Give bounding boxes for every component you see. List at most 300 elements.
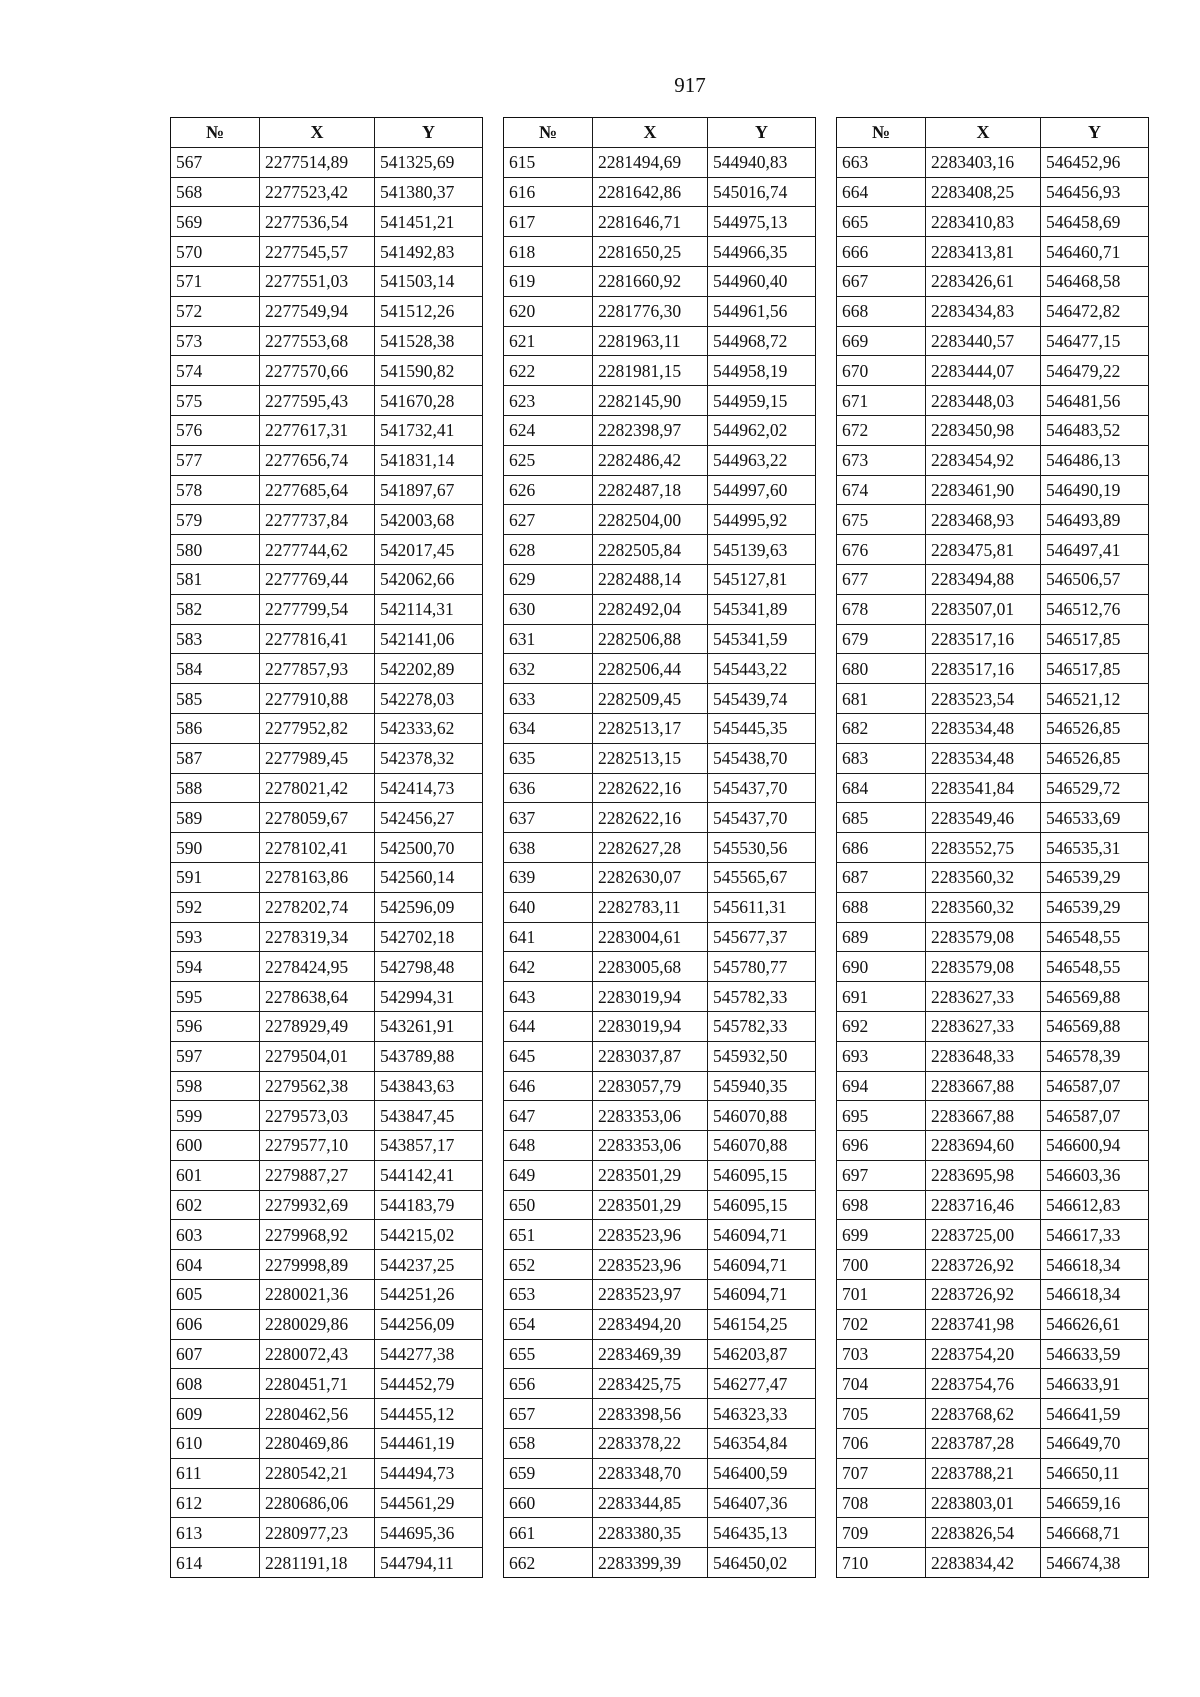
page-number: 917 (674, 73, 706, 97)
x-coordinate-cell: 2281776,30 (593, 296, 708, 326)
coordinates-table-2 (503, 117, 816, 1578)
y-coordinate-cell: 545780,77 (708, 952, 816, 982)
y-coordinate-cell: 541492,83 (375, 237, 483, 267)
y-coordinate-cell: 544966,35 (708, 237, 816, 267)
point-number-cell: 598 (171, 1071, 260, 1101)
y-coordinate-cell: 541512,26 (375, 296, 483, 326)
point-number-cell: 617 (504, 207, 593, 237)
table-row (837, 1041, 1149, 1071)
y-coordinate-cell: 544968,72 (708, 326, 816, 356)
table-row (171, 952, 483, 982)
point-number-cell: 640 (504, 892, 593, 922)
point-number-cell: 702 (837, 1309, 926, 1339)
point-number-cell: 601 (171, 1160, 260, 1190)
x-coordinate-cell: 2282783,11 (593, 892, 708, 922)
table-row (837, 1220, 1149, 1250)
point-number-cell: 573 (171, 326, 260, 356)
table-row (171, 773, 483, 803)
table-row (837, 1548, 1149, 1578)
table-row (171, 415, 483, 445)
x-coordinate-cell: 2283754,20 (926, 1339, 1041, 1369)
table-row (504, 594, 816, 624)
x-coordinate-cell: 2283523,96 (593, 1220, 708, 1250)
table-row (504, 833, 816, 863)
y-coordinate-cell: 542062,66 (375, 564, 483, 594)
point-number-cell: 650 (504, 1190, 593, 1220)
y-coordinate-cell: 546094,71 (708, 1250, 816, 1280)
x-coordinate-cell: 2277857,93 (260, 654, 375, 684)
table-row (837, 1280, 1149, 1310)
x-coordinate-cell: 2283549,46 (926, 803, 1041, 833)
point-number-cell: 664 (837, 177, 926, 207)
table-row (171, 803, 483, 833)
x-coordinate-cell: 2283694,60 (926, 1131, 1041, 1161)
y-coordinate-cell: 543261,91 (375, 1011, 483, 1041)
y-coordinate-cell: 542560,14 (375, 862, 483, 892)
point-number-cell: 703 (837, 1339, 926, 1369)
x-coordinate-cell: 2277737,84 (260, 505, 375, 535)
x-coordinate-cell: 2283523,54 (926, 684, 1041, 714)
y-coordinate-cell: 545341,89 (708, 594, 816, 624)
table-row (837, 237, 1149, 267)
table-row (504, 1488, 816, 1518)
y-coordinate-cell: 546154,25 (708, 1309, 816, 1339)
point-number-cell: 647 (504, 1101, 593, 1131)
y-coordinate-cell: 546517,85 (1041, 654, 1149, 684)
point-number-cell: 697 (837, 1160, 926, 1190)
point-number-cell: 619 (504, 266, 593, 296)
point-number-cell: 688 (837, 892, 926, 922)
point-number-cell: 651 (504, 1220, 593, 1250)
point-number-cell: 600 (171, 1131, 260, 1161)
x-coordinate-cell: 2279968,92 (260, 1220, 375, 1250)
y-coordinate-cell: 544494,73 (375, 1458, 483, 1488)
y-coordinate-cell: 541590,82 (375, 356, 483, 386)
table-row (171, 1488, 483, 1518)
x-coordinate-cell: 2282504,00 (593, 505, 708, 535)
table-row (504, 1250, 816, 1280)
table-row (504, 982, 816, 1012)
table-row (837, 445, 1149, 475)
table-row (837, 386, 1149, 416)
y-coordinate-cell: 546587,07 (1041, 1101, 1149, 1131)
x-coordinate-cell: 2277617,31 (260, 415, 375, 445)
y-coordinate-cell: 546070,88 (708, 1101, 816, 1131)
point-number-cell: 593 (171, 922, 260, 952)
point-number-cell: 639 (504, 862, 593, 892)
point-number-cell: 679 (837, 624, 926, 654)
x-coordinate-cell: 2281963,11 (593, 326, 708, 356)
x-coordinate-cell: 2283648,33 (926, 1041, 1041, 1071)
table-row (171, 1131, 483, 1161)
y-coordinate-cell: 544695,36 (375, 1518, 483, 1548)
table-row (837, 892, 1149, 922)
y-coordinate-cell: 546483,52 (1041, 415, 1149, 445)
y-coordinate-cell: 542114,31 (375, 594, 483, 624)
y-coordinate-cell: 545565,67 (708, 862, 816, 892)
y-coordinate-cell: 546277,47 (708, 1369, 816, 1399)
point-number-cell: 692 (837, 1011, 926, 1041)
y-coordinate-cell: 546493,89 (1041, 505, 1149, 535)
point-number-cell: 592 (171, 892, 260, 922)
y-coordinate-cell: 544461,19 (375, 1429, 483, 1459)
table-row (504, 505, 816, 535)
point-number-cell: 673 (837, 445, 926, 475)
y-coordinate-cell: 546477,15 (1041, 326, 1149, 356)
table-row (837, 505, 1149, 535)
y-coordinate-cell: 541670,28 (375, 386, 483, 416)
x-coordinate-cell: 2277545,57 (260, 237, 375, 267)
x-coordinate-cell: 2277523,42 (260, 177, 375, 207)
y-coordinate-cell: 546203,87 (708, 1339, 816, 1369)
y-coordinate-cell: 544237,25 (375, 1250, 483, 1280)
table-row (171, 624, 483, 654)
table-header-row (837, 118, 1149, 148)
y-coordinate-cell: 546533,69 (1041, 803, 1149, 833)
table-row (504, 445, 816, 475)
table-row (837, 207, 1149, 237)
table-row (171, 654, 483, 684)
y-coordinate-cell: 544940,83 (708, 147, 816, 177)
table-row (504, 564, 816, 594)
point-number-cell: 701 (837, 1280, 926, 1310)
x-coordinate-cell: 2277536,54 (260, 207, 375, 237)
y-coordinate-cell: 545443,22 (708, 654, 816, 684)
table-row (504, 1190, 816, 1220)
y-coordinate-cell: 544277,38 (375, 1339, 483, 1369)
y-coordinate-cell: 546517,85 (1041, 624, 1149, 654)
point-number-cell: 575 (171, 386, 260, 416)
point-number-cell: 645 (504, 1041, 593, 1071)
x-coordinate-cell: 2283057,79 (593, 1071, 708, 1101)
table-row (171, 237, 483, 267)
y-coordinate-cell: 541503,14 (375, 266, 483, 296)
point-number-cell: 568 (171, 177, 260, 207)
point-number-cell: 690 (837, 952, 926, 982)
y-coordinate-cell: 545439,74 (708, 684, 816, 714)
table-row (171, 892, 483, 922)
x-coordinate-cell: 2283475,81 (926, 535, 1041, 565)
y-coordinate-cell: 543789,88 (375, 1041, 483, 1071)
column-header-x: X (926, 118, 1041, 148)
y-coordinate-cell: 542378,32 (375, 743, 483, 773)
x-coordinate-cell: 2283552,75 (926, 833, 1041, 863)
x-coordinate-cell: 2277685,64 (260, 475, 375, 505)
table-row (837, 1131, 1149, 1161)
table-row (171, 1280, 483, 1310)
table-row (504, 1429, 816, 1459)
table-row (504, 684, 816, 714)
table-row (837, 624, 1149, 654)
x-coordinate-cell: 2282513,15 (593, 743, 708, 773)
y-coordinate-cell: 546481,56 (1041, 386, 1149, 416)
y-coordinate-cell: 544997,60 (708, 475, 816, 505)
x-coordinate-cell: 2283534,48 (926, 743, 1041, 773)
point-number-cell: 662 (504, 1548, 593, 1578)
y-coordinate-cell: 544960,40 (708, 266, 816, 296)
y-coordinate-cell: 546460,71 (1041, 237, 1149, 267)
table-row (504, 475, 816, 505)
point-number-cell: 569 (171, 207, 260, 237)
x-coordinate-cell: 2283507,01 (926, 594, 1041, 624)
table-row (171, 356, 483, 386)
table-row (504, 1339, 816, 1369)
x-coordinate-cell: 2283353,06 (593, 1131, 708, 1161)
point-number-cell: 578 (171, 475, 260, 505)
point-number-cell: 682 (837, 713, 926, 743)
y-coordinate-cell: 545782,33 (708, 1011, 816, 1041)
x-coordinate-cell: 2277816,41 (260, 624, 375, 654)
x-coordinate-cell: 2280469,86 (260, 1429, 375, 1459)
point-number-cell: 594 (171, 952, 260, 982)
x-coordinate-cell: 2281642,86 (593, 177, 708, 207)
x-coordinate-cell: 2283344,85 (593, 1488, 708, 1518)
x-coordinate-cell: 2282487,18 (593, 475, 708, 505)
y-coordinate-cell: 546650,11 (1041, 1458, 1149, 1488)
table-row (171, 505, 483, 535)
point-number-cell: 612 (171, 1488, 260, 1518)
point-number-cell: 671 (837, 386, 926, 416)
table-row (171, 1041, 483, 1071)
y-coordinate-cell: 546526,85 (1041, 713, 1149, 743)
x-coordinate-cell: 2283523,97 (593, 1280, 708, 1310)
y-coordinate-cell: 546323,33 (708, 1399, 816, 1429)
y-coordinate-cell: 546618,34 (1041, 1280, 1149, 1310)
table-row (171, 1339, 483, 1369)
table-row (504, 773, 816, 803)
y-coordinate-cell: 546539,29 (1041, 892, 1149, 922)
table-row (171, 147, 483, 177)
y-coordinate-cell: 546641,59 (1041, 1399, 1149, 1429)
y-coordinate-cell: 544561,29 (375, 1488, 483, 1518)
x-coordinate-cell: 2283579,08 (926, 952, 1041, 982)
table-row (171, 535, 483, 565)
x-coordinate-cell: 2283725,00 (926, 1220, 1041, 1250)
point-number-cell: 707 (837, 1458, 926, 1488)
y-coordinate-cell: 544962,02 (708, 415, 816, 445)
point-number-cell: 630 (504, 594, 593, 624)
y-coordinate-cell: 546486,13 (1041, 445, 1149, 475)
column-header-y: Y (375, 118, 483, 148)
y-coordinate-cell: 545016,74 (708, 177, 816, 207)
table-row (837, 1429, 1149, 1459)
table-row (504, 922, 816, 952)
y-coordinate-cell: 544961,56 (708, 296, 816, 326)
point-number-cell: 590 (171, 833, 260, 863)
x-coordinate-cell: 2283398,56 (593, 1399, 708, 1429)
x-coordinate-cell: 2277570,66 (260, 356, 375, 386)
point-number-cell: 589 (171, 803, 260, 833)
x-coordinate-cell: 2282509,45 (593, 684, 708, 714)
point-number-cell: 681 (837, 684, 926, 714)
table-row (504, 624, 816, 654)
point-number-cell: 680 (837, 654, 926, 684)
x-coordinate-cell: 2278202,74 (260, 892, 375, 922)
y-coordinate-cell: 541732,41 (375, 415, 483, 445)
point-number-cell: 584 (171, 654, 260, 684)
x-coordinate-cell: 2283501,29 (593, 1160, 708, 1190)
point-number-cell: 608 (171, 1369, 260, 1399)
table-row (837, 475, 1149, 505)
point-number-cell: 699 (837, 1220, 926, 1250)
table-row (171, 1190, 483, 1220)
point-number-cell: 656 (504, 1369, 593, 1399)
y-coordinate-cell: 545940,35 (708, 1071, 816, 1101)
x-coordinate-cell: 2282506,88 (593, 624, 708, 654)
y-coordinate-cell: 541528,38 (375, 326, 483, 356)
y-coordinate-cell: 546626,61 (1041, 1309, 1149, 1339)
table-row (171, 833, 483, 863)
table-row (171, 1220, 483, 1250)
point-number-cell: 620 (504, 296, 593, 326)
x-coordinate-cell: 2283787,28 (926, 1429, 1041, 1459)
table-row (504, 207, 816, 237)
table-row (171, 445, 483, 475)
point-number-cell: 641 (504, 922, 593, 952)
point-number-cell: 609 (171, 1399, 260, 1429)
column-header-number: № (837, 118, 926, 148)
y-coordinate-cell: 544794,11 (375, 1548, 483, 1578)
y-coordinate-cell: 546468,58 (1041, 266, 1149, 296)
point-number-cell: 628 (504, 535, 593, 565)
x-coordinate-cell: 2283380,35 (593, 1518, 708, 1548)
x-coordinate-cell: 2277769,44 (260, 564, 375, 594)
point-number-cell: 636 (504, 773, 593, 803)
table-row (837, 833, 1149, 863)
table-row (837, 147, 1149, 177)
table-row (837, 1071, 1149, 1101)
y-coordinate-cell: 546452,96 (1041, 147, 1149, 177)
x-coordinate-cell: 2283560,32 (926, 892, 1041, 922)
table-row (504, 296, 816, 326)
point-number-cell: 675 (837, 505, 926, 535)
point-number-cell: 666 (837, 237, 926, 267)
y-coordinate-cell: 542798,48 (375, 952, 483, 982)
y-coordinate-cell: 546094,71 (708, 1280, 816, 1310)
x-coordinate-cell: 2277952,82 (260, 713, 375, 743)
table-row (837, 713, 1149, 743)
table-row (504, 1011, 816, 1041)
point-number-cell: 667 (837, 266, 926, 296)
table-row (504, 743, 816, 773)
y-coordinate-cell: 546458,69 (1041, 207, 1149, 237)
x-coordinate-cell: 2283403,16 (926, 147, 1041, 177)
point-number-cell: 693 (837, 1041, 926, 1071)
point-number-cell: 567 (171, 147, 260, 177)
table-row (837, 594, 1149, 624)
y-coordinate-cell: 546490,19 (1041, 475, 1149, 505)
table-row (171, 1071, 483, 1101)
table-row (171, 1160, 483, 1190)
y-coordinate-cell: 541897,67 (375, 475, 483, 505)
point-number-cell: 633 (504, 684, 593, 714)
x-coordinate-cell: 2283834,42 (926, 1548, 1041, 1578)
table-row (171, 1548, 483, 1578)
y-coordinate-cell: 544256,09 (375, 1309, 483, 1339)
point-number-cell: 642 (504, 952, 593, 982)
y-coordinate-cell: 546472,82 (1041, 296, 1149, 326)
point-number-cell: 686 (837, 833, 926, 863)
y-coordinate-cell: 546603,36 (1041, 1160, 1149, 1190)
y-coordinate-cell: 542003,68 (375, 505, 483, 535)
point-number-cell: 672 (837, 415, 926, 445)
point-number-cell: 571 (171, 266, 260, 296)
x-coordinate-cell: 2283440,57 (926, 326, 1041, 356)
table-row (504, 147, 816, 177)
point-number-cell: 676 (837, 535, 926, 565)
x-coordinate-cell: 2278638,64 (260, 982, 375, 1012)
table-row (171, 1101, 483, 1131)
point-number-cell: 599 (171, 1101, 260, 1131)
y-coordinate-cell: 544975,13 (708, 207, 816, 237)
y-coordinate-cell: 546587,07 (1041, 1071, 1149, 1101)
y-coordinate-cell: 546548,55 (1041, 952, 1149, 982)
point-number-cell: 572 (171, 296, 260, 326)
y-coordinate-cell: 544963,22 (708, 445, 816, 475)
point-number-cell: 602 (171, 1190, 260, 1220)
y-coordinate-cell: 546450,02 (708, 1548, 816, 1578)
x-coordinate-cell: 2283461,90 (926, 475, 1041, 505)
point-number-cell: 710 (837, 1548, 926, 1578)
x-coordinate-cell: 2283541,84 (926, 773, 1041, 803)
y-coordinate-cell: 546521,12 (1041, 684, 1149, 714)
table-row (504, 1309, 816, 1339)
x-coordinate-cell: 2283408,25 (926, 177, 1041, 207)
y-coordinate-cell: 546633,91 (1041, 1369, 1149, 1399)
x-coordinate-cell: 2280542,21 (260, 1458, 375, 1488)
table-row (837, 684, 1149, 714)
y-coordinate-cell: 546095,15 (708, 1160, 816, 1190)
x-coordinate-cell: 2279932,69 (260, 1190, 375, 1220)
point-number-cell: 643 (504, 982, 593, 1012)
point-number-cell: 607 (171, 1339, 260, 1369)
table-row (837, 1399, 1149, 1429)
x-coordinate-cell: 2283768,62 (926, 1399, 1041, 1429)
y-coordinate-cell: 546497,41 (1041, 535, 1149, 565)
y-coordinate-cell: 541831,14 (375, 445, 483, 475)
x-coordinate-cell: 2283353,06 (593, 1101, 708, 1131)
y-coordinate-cell: 546674,38 (1041, 1548, 1149, 1578)
table-header-row (504, 118, 816, 148)
column-header-y: Y (708, 118, 816, 148)
y-coordinate-cell: 546526,85 (1041, 743, 1149, 773)
table-row (837, 296, 1149, 326)
table-row (171, 1399, 483, 1429)
x-coordinate-cell: 2280451,71 (260, 1369, 375, 1399)
point-number-cell: 705 (837, 1399, 926, 1429)
point-number-cell: 657 (504, 1399, 593, 1429)
x-coordinate-cell: 2282513,17 (593, 713, 708, 743)
y-coordinate-cell: 545445,35 (708, 713, 816, 743)
y-coordinate-cell: 546435,13 (708, 1518, 816, 1548)
point-number-cell: 638 (504, 833, 593, 863)
table-row (171, 1309, 483, 1339)
table-row (171, 922, 483, 952)
point-number-cell: 586 (171, 713, 260, 743)
x-coordinate-cell: 2283004,61 (593, 922, 708, 952)
y-coordinate-cell: 546456,93 (1041, 177, 1149, 207)
x-coordinate-cell: 2277799,54 (260, 594, 375, 624)
point-number-cell: 665 (837, 207, 926, 237)
x-coordinate-cell: 2283378,22 (593, 1429, 708, 1459)
table-row (504, 177, 816, 207)
x-coordinate-cell: 2283517,16 (926, 624, 1041, 654)
y-coordinate-cell: 546506,57 (1041, 564, 1149, 594)
table-row (504, 1369, 816, 1399)
table-row (837, 862, 1149, 892)
x-coordinate-cell: 2283019,94 (593, 982, 708, 1012)
table-row (837, 1250, 1149, 1280)
